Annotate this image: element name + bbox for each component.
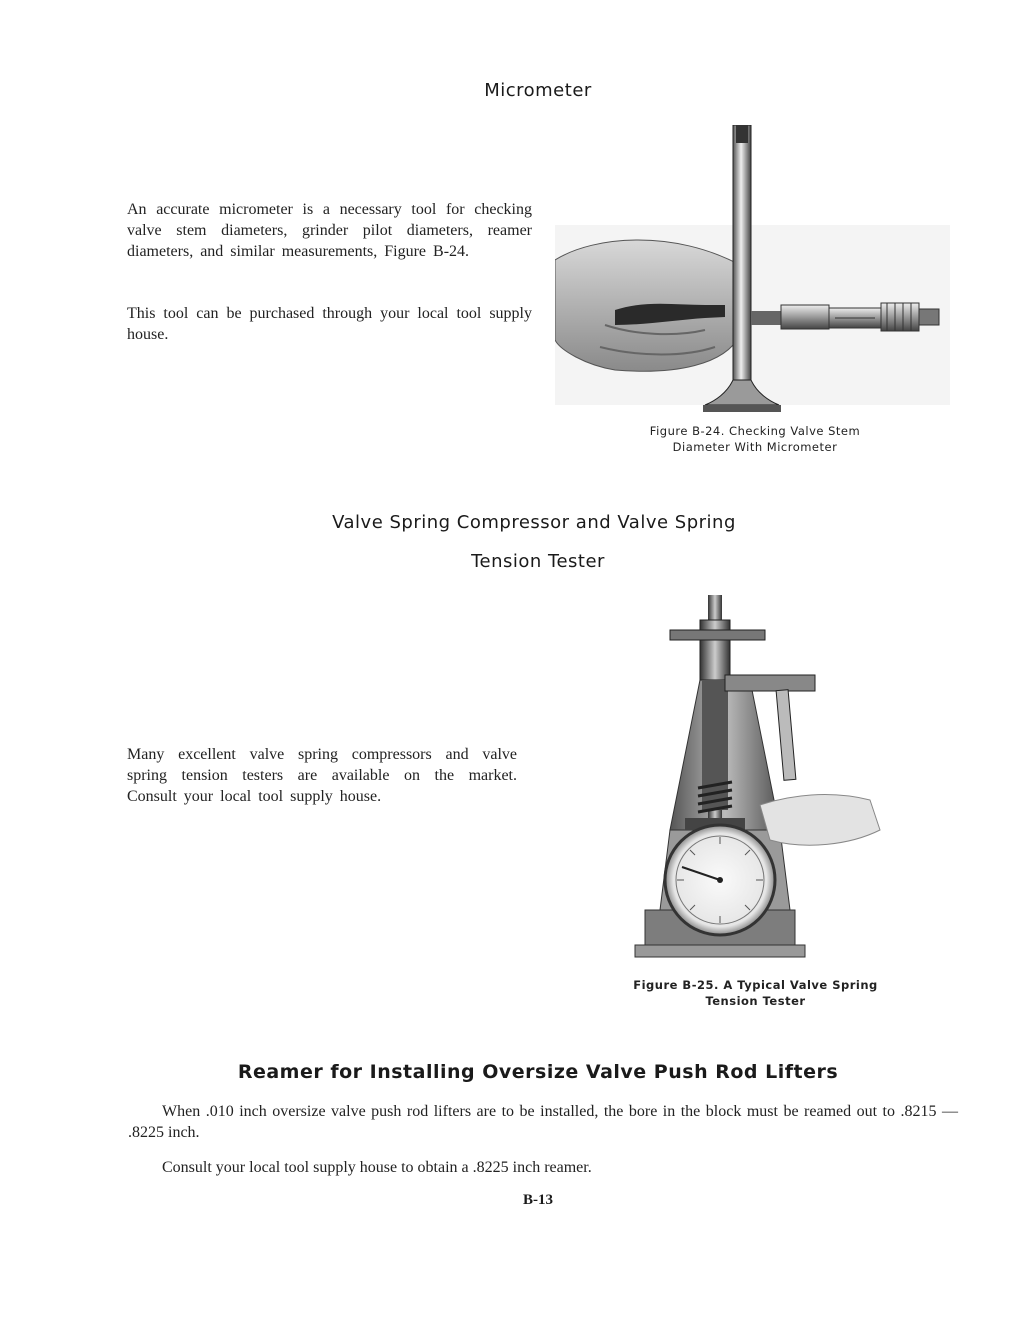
figure-b24-caption-line-1: Figure B-24. Checking Valve Stem — [649, 424, 861, 438]
heading-micrometer: Micrometer — [484, 80, 592, 101]
reamer-paragraph-1 — [128, 1101, 958, 1143]
figure-b24-caption-line-2: Diameter With Micrometer — [672, 440, 838, 454]
figure-b25-caption-line-2: Tension Tester — [705, 994, 806, 1008]
figure-b25-tension-tester-photo — [630, 590, 910, 970]
micrometer-paragraph-2: This tool can be purchased through your local tool supply house. — [127, 305, 532, 343]
compressor-paragraph-1: Many excellent valve spring compressors and valve spring tension testers are available on the market. Consult your local tool supply house. — [127, 746, 517, 805]
heading-valve-spring-compressor-line-1: Valve Spring Compressor and Valve Spring — [332, 512, 736, 533]
figure-b25-caption-line-1: Figure B-25. A Typical Valve Spring — [633, 978, 878, 992]
reamer-paragraph-1-text: When .010 inch oversize valve push rod lifters are to be installed, the bore in the block must be reamed out to .8215 — .8225 inch. — [128, 1103, 958, 1141]
heading-valve-spring-compressor-line-2: Tension Tester — [471, 551, 605, 572]
reamer-paragraph-2: Consult your local tool supply house to obtain a .8225 inch reamer. — [162, 1159, 592, 1176]
micrometer-paragraph-1: An accurate micrometer is a necessary tool for checking valve stem diameters, grinder pilot diameters, reamer diameters, and similar measurements, Figure B-24. — [127, 201, 532, 260]
figure-b24-micrometer-photo — [555, 125, 950, 425]
heading-reamer: Reamer for Installing Oversize Valve Push Rod Lifters — [237, 1061, 839, 1083]
page-number: B-13 — [523, 1192, 553, 1208]
